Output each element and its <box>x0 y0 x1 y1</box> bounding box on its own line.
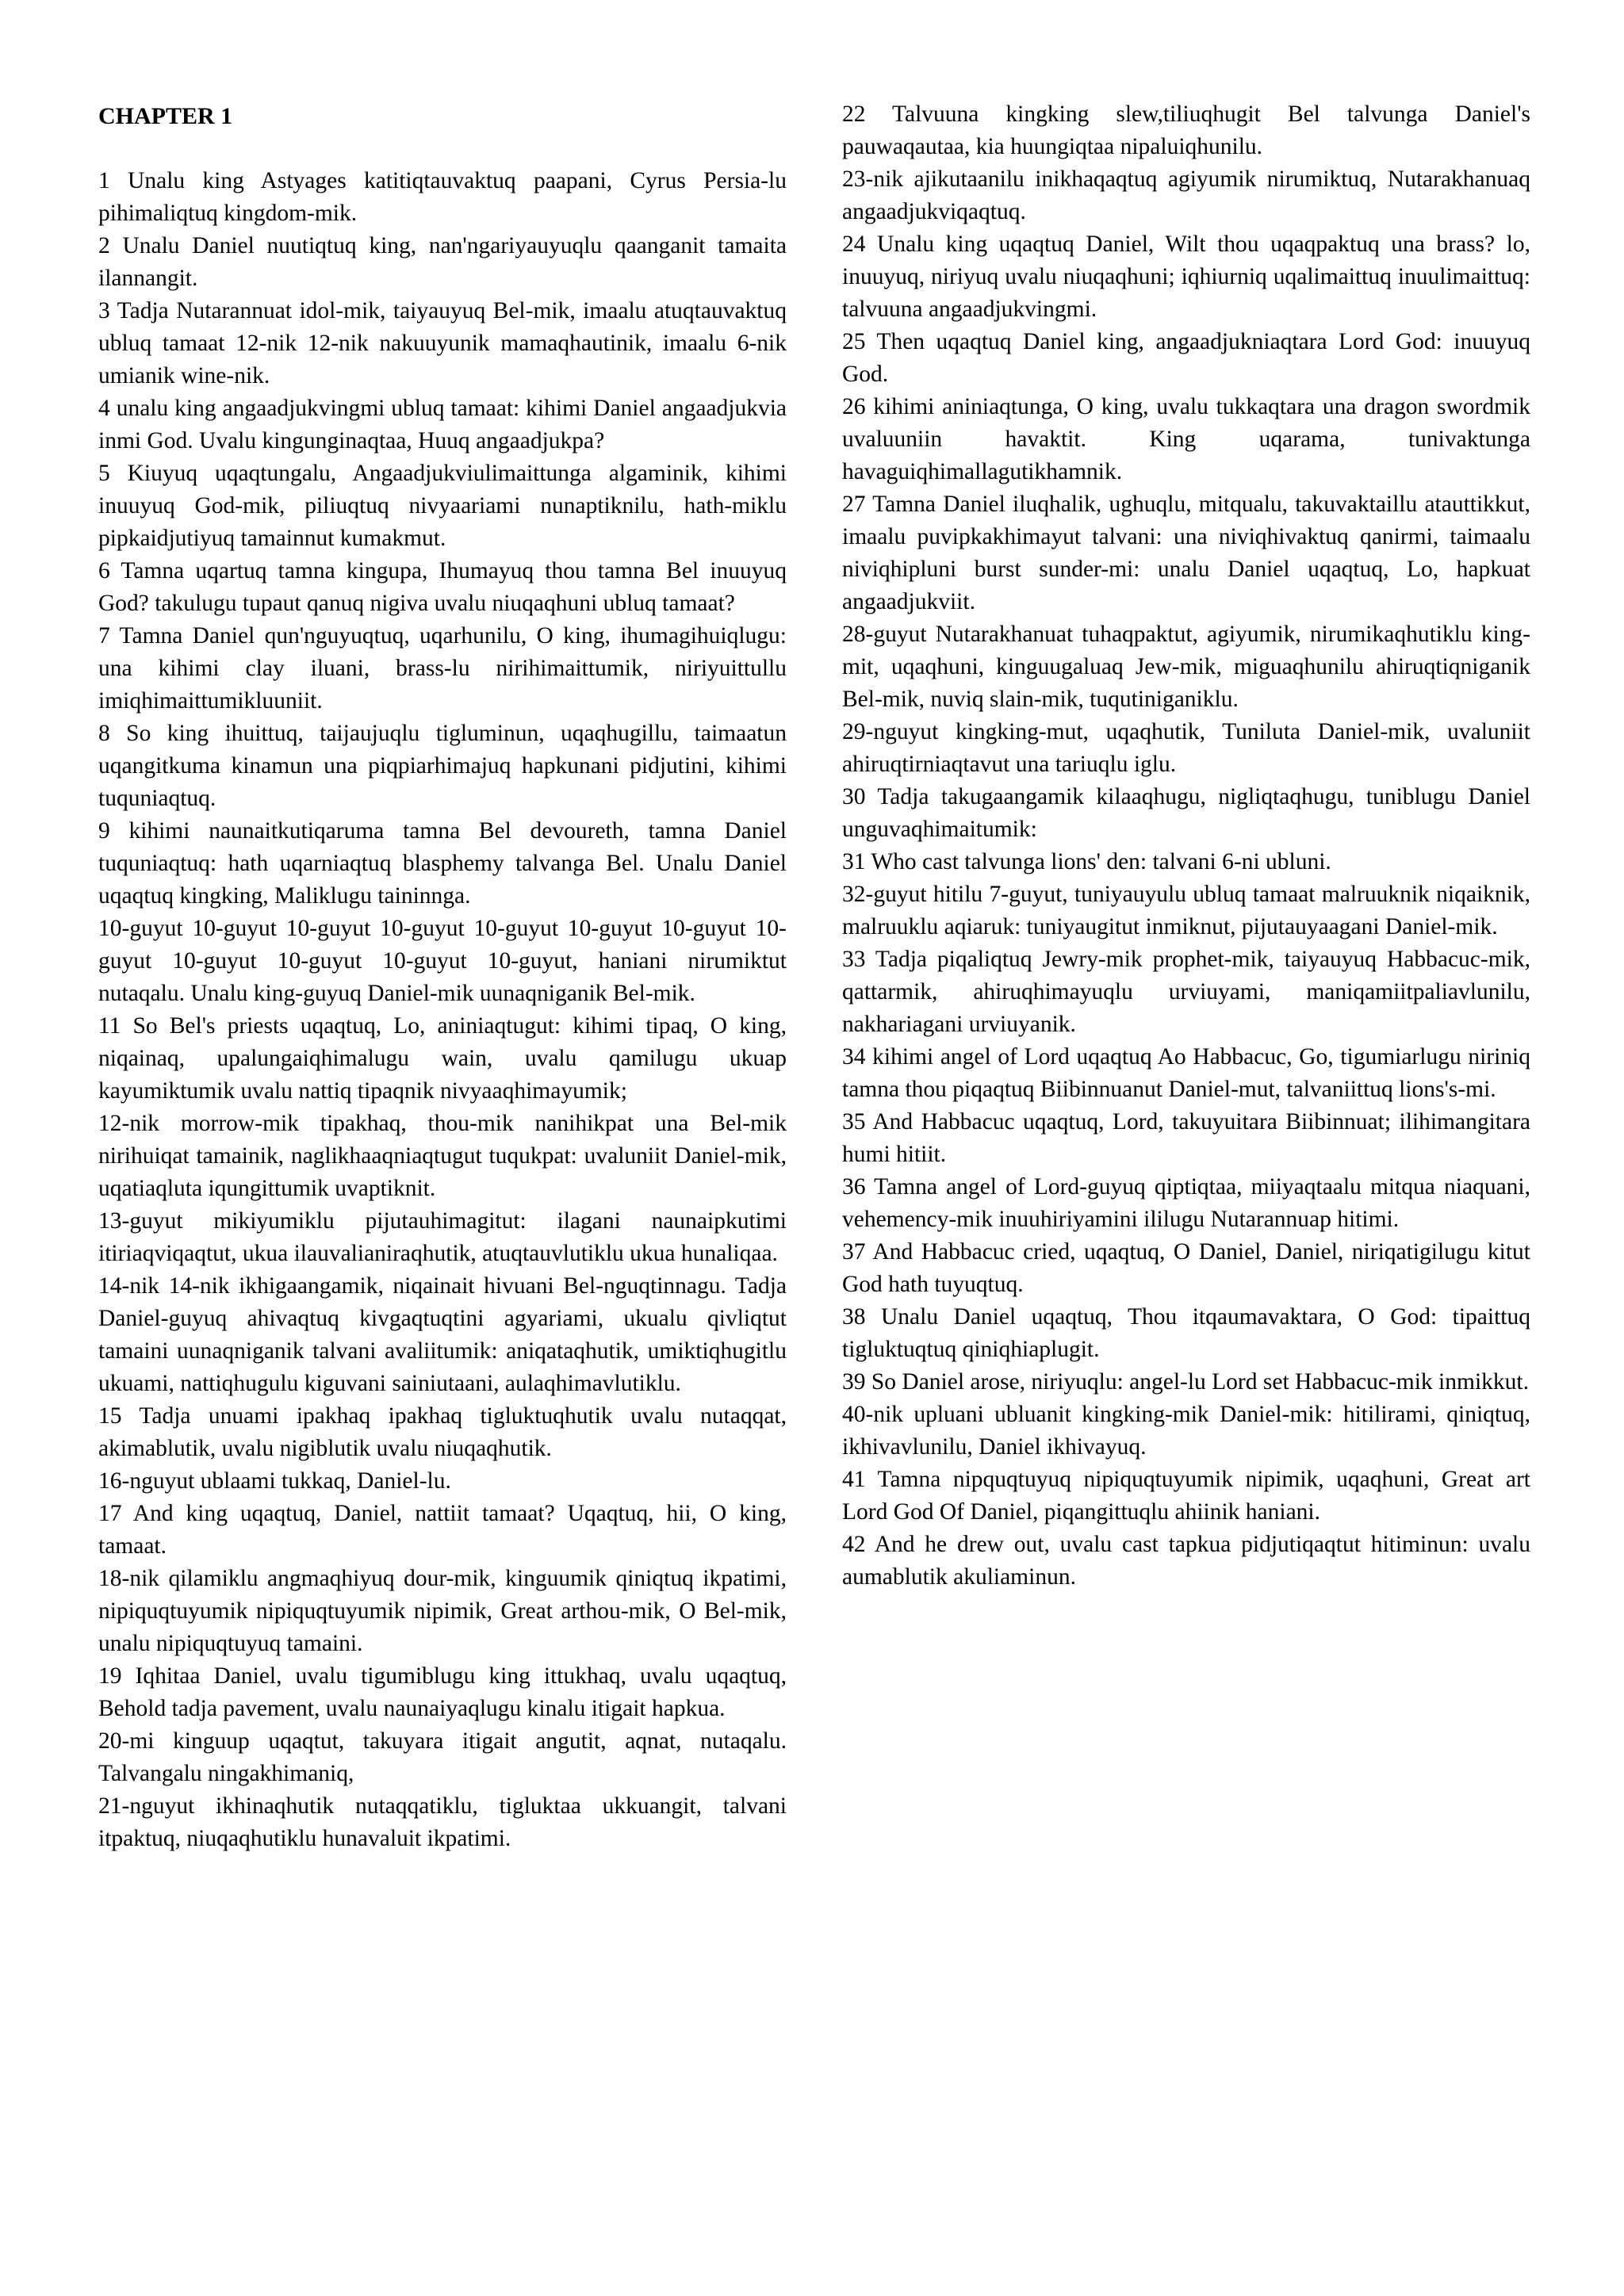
verse-8: 8 So king ihuittuq, taijaujuqlu tigluminun, uqaqhugillu, taimaatun uqangitkuma kinamun una piqpiarhimajuq hapkunani pidjutini, kihimi tuquniaqtuq. <box>98 721 787 811</box>
verse-10: 10-guyut 10-guyut 10-guyut 10-guyut 10-guyut 10-guyut 10-guyut 10-guyut 10-guyut 10-guyut 10-guyut 10-guyut, haniani nirumiktut nutaqalu. Unalu king-guyuq Daniel-mik uunaqniganik Bel-mik. <box>98 916 787 1006</box>
verse-1: 1 Unalu king Astyages katitiqtauvaktuq paapani, Cyrus Persia-lu pihimaliqtuq kingdom-mik. <box>98 168 787 226</box>
verse-9: 9 kihimi naunaitkutiqaruma tamna Bel devoureth, tamna Daniel tuquniaqtuq: hath uqarniaqtuq blasphemy talvanga Bel. Unalu Daniel uqaqtuq kingking, Maliklugu taininnga. <box>98 818 787 909</box>
verse-2: 2 Unalu Daniel nuutiqtuq king, nan'ngariyauyuqlu qaanganit tamaita ilannangit. <box>98 233 787 291</box>
verse-31: 31 Who cast talvunga lions' den: talvani 6-ni ubluni. <box>842 849 1331 874</box>
verse-24: 24 Unalu king uqaqtuq Daniel, Wilt thou uqaqpaktuq una brass? lo, inuuyuq, niriyuq uvalu niuqaqhuni; iqhiurniq uqalimaittuq inuulimaittuq: talvuuna angaadjukvingmi. <box>842 232 1530 322</box>
verse-38: 38 Unalu Daniel uqaqtuq, Thou itqaumavaktara, O God: tipaittuq tigluktuqtuq qiniqhiaplugit. <box>842 1304 1530 1362</box>
verse-35: 35 And Habbacuc uqaqtuq, Lord, takuyuitara Biibinnuat; ilihimangitara humi hitiit. <box>842 1109 1530 1167</box>
verse-27: 27 Tamna Daniel iluqhalik, ughuqlu, mitqualu, takuvaktaillu atauttikkut, imaalu puvipkakhimayut talvani: una niviqhivaktuq qanirmi, taimaalu niviqhipluni burst sunder-mi: unalu Daniel uqaqtuq, Lo, hapkuat angaadjukviit. <box>842 492 1530 614</box>
verse-19: 19 Iqhitaa Daniel, uvalu tigumiblugu king ittukhaq, uvalu uqaqtuq, Behold tadja pavement, uvalu naunaiyaqlugu kinalu itigait hapkua. <box>98 1663 787 1721</box>
verse-26: 26 kihimi aniniaqtunga, O king, uvalu tukkaqtara una dragon swordmik uvaluuniin havaktit. King uqarama, tunivaktunga havaguiqhimallagutikhamnik. <box>842 394 1530 484</box>
verse-4: 4 unalu king angaadjukvingmi ubluq tamaat: kihimi Daniel angaadjukvia inmi God. Uvalu kingunginaqtaa, Huuq angaadjukpa? <box>98 396 787 453</box>
left-column <box>98 100 787 1855</box>
right-column <box>842 98 1530 1594</box>
verse-7: 7 Tamna Daniel qun'nguyuqtuq, uqarhunilu, O king, ihumagihuiqlugu: una kihimi clay iluani, brass-lu nirihimaittumik, niriyuittullu imiqhimaittumikluuniit. <box>98 623 787 714</box>
verse-42: 42 And he drew out, uvalu cast tapkua pidjutiqaqtut hitiminun: uvalu aumablutik akuliaminun. <box>842 1532 1530 1590</box>
verse-22: 22 Talvuuna kingking slew,tiliuqhugit Bel talvunga Daniel's pauwaqautaa, kia huungiqtaa nipaluiqhunilu. <box>842 101 1530 159</box>
verse-3: 3 Tadja Nutarannuat idol-mik, taiyauyuq Bel-mik, imaalu atuqtauvaktuq ubluq tamaat 12-nik 12-nik nakuuyunik mamaqhautinik, imaalu 6-nik umianik wine-nik. <box>98 298 787 388</box>
verse-37: 37 And Habbacuc cried, uqaqtuq, O Daniel, Daniel, niriqatigilugu kitut God hath tuyuqtuq. <box>842 1239 1530 1297</box>
verse-15: 15 Tadja unuami ipakhaq ipakhaq tigluktuqhutik uvalu nutaqqat, akimablutik, uvalu nigiblutik uvalu niuqaqhutik. <box>98 1403 787 1461</box>
verse-28: 28-guyut Nutarakhanuat tuhaqpaktut, agiyumik, nirumikaqhutiklu king-mit, uqaqhuni, kinguugaluaq Jew-mik, miguaqhunilu ahiruqtiqniganik Bel-mik, nuviq slain-mik, tuqutiniganiklu. <box>842 622 1530 712</box>
verse-21: 21-nguyut ikhinaqhutik nutaqqatiklu, tigluktaa ukkuangit, talvani itpaktuq, niuqaqhutiklu hunavaluit ikpatimi. <box>98 1793 787 1851</box>
verse-25: 25 Then uqaqtuq Daniel king, angaadjukniaqtara Lord God: inuuyuq God. <box>842 329 1530 387</box>
verse-20: 20-mi kinguup uqaqtut, takuyara itigait angutit, aqnat, nutaqalu. Talvangalu ningakhimaniq, <box>98 1728 787 1786</box>
verse-12: 12-nik morrow-mik tipakhaq, thou-mik nanihikpat una Bel-mik nirihuiqat tamainik, naglikhaaqniaqtugut tuqukpat: uvaluniit Daniel-mik, uqatiaqluta iqungittumik uvaptiknit. <box>98 1111 787 1201</box>
verse-17: 17 And king uqaqtuq, Daniel, nattiit tamaat? Uqaqtuq, hii, O king, tamaat. <box>98 1501 787 1559</box>
verse-33: 33 Tadja piqaliqtuq Jewry-mik prophet-mik, taiyauyuq Habbacuc-mik, qattarmik, ahiruqhimayuqlu urviuyami, maniqamiitpaliavlunilu, nakhariagani urviuyanik. <box>842 947 1530 1037</box>
verse-34: 34 kihimi angel of Lord uqaqtuq Ao Habbacuc, Go, tigumiarlugu niriniq tamna thou piqaqtuq Biibinnuanut Daniel-mut, talvaniittuq lions's-mi. <box>842 1044 1530 1102</box>
verse-41: 41 Tamna nipquqtuyuq nipiquqtuyumik nipimik, uqaqhuni, Great art Lord God Of Daniel, piqangittuqlu ahiinik haniani. <box>842 1467 1530 1525</box>
verse-32: 32-guyut hitilu 7-guyut, tuniyauyulu ubluq tamaat malruuknik niqaiknik, malruuklu aqiaruk: tuniyaugitut inmiknut, pijutauyaagani Daniel-mik. <box>842 882 1530 939</box>
verse-16: 16-nguyut ublaami tukkaq, Daniel-lu. <box>98 1468 451 1494</box>
verse-5: 5 Kiuyuq uqaqtungalu, Angaadjukviulimaittunga algaminik, kihimi inuuyuq God-mik, piliuqtuq nivyaariami nunaptiknilu, hath-miklu pipkaidjutiyuq tamainnut kumakmut. <box>98 461 787 551</box>
chapter-title: CHAPTER 1 <box>98 103 233 129</box>
verse-30: 30 Tadja takugaangamik kilaaqhugu, nigliqtaqhugu, tuniblugu Daniel unguvaqhimaitumik: <box>842 784 1530 842</box>
verse-29: 29-nguyut kingking-mut, uqaqhutik, Tuniluta Daniel-mik, uvaluniit ahiruqtirniaqtavut una tariuqlu iglu. <box>842 719 1530 777</box>
verse-13: 13-guyut mikiyumiklu pijutauhimagitut: ilagani naunaipkutimi itiriaqviqaqtut, ukua ilauvalianiraqhutik, atuqtauvlutiklu ukua hunaliqaa. <box>98 1208 787 1266</box>
verse-36: 36 Tamna angel of Lord-guyuq qiptiqtaa, miiyaqtaalu mitqua niaquani, vehemency-mik inuuhiriyamini ililugu Nutarannuap hitimi. <box>842 1174 1530 1232</box>
verse-39: 39 So Daniel arose, niriyuqlu: angel-lu Lord set Habbacuc-mik inmikkut. <box>842 1369 1529 1395</box>
verse-23: 23-nik ajikutaanilu inikhaqaqtuq agiyumik nirumiktuq, Nutarakhanuaq angaadjukviqaqtuq. <box>842 166 1530 224</box>
verse-11: 11 So Bel's priests uqaqtuq, Lo, aniniaqtugut: kihimi tipaq, O king, niqainaq, upalungaiqhimalugu wain, uvalu qamilugu ukuap kayumiktumik uvalu nattiq tipaqnik nivyaaqhimayumik; <box>98 1013 787 1104</box>
verse-18: 18-nik qilamiklu angmaqhiyuq dour-mik, kinguumik qiniqtuq ikpatimi, nipiquqtuyumik nipiquqtuyumik nipimik, Great arthou-mik, O Bel-mik, unalu nipiquqtuyuq tamaini. <box>98 1566 787 1656</box>
verse-40: 40-nik upluani ubluanit kingking-mik Daniel-mik: hitilirami, qiniqtuq, ikhivavlunilu, Daniel ikhivayuq. <box>842 1402 1530 1460</box>
verse-14: 14-nik 14-nik ikhigaangamik, niqainait hivuani Bel-nguqtinnagu. Tadja Daniel-guyuq ahivaqtuq kivgaqtuqtini agyariami, ukualu qivliqtut tamaini uunaqniganik talvani avaliitumik: aniqataqhutik, umiktiqhugitlu ukuami, nattiqhugulu kiguvani sainiutaani, aulaqhimavlutiklu. <box>98 1273 787 1396</box>
verse-6: 6 Tamna uqartuq tamna kingupa, Ihumayuq thou tamna Bel inuuyuq God? takulugu tupaut qanuq nigiva uvalu niuqaqhuni ubluq tamaat? <box>98 558 787 616</box>
